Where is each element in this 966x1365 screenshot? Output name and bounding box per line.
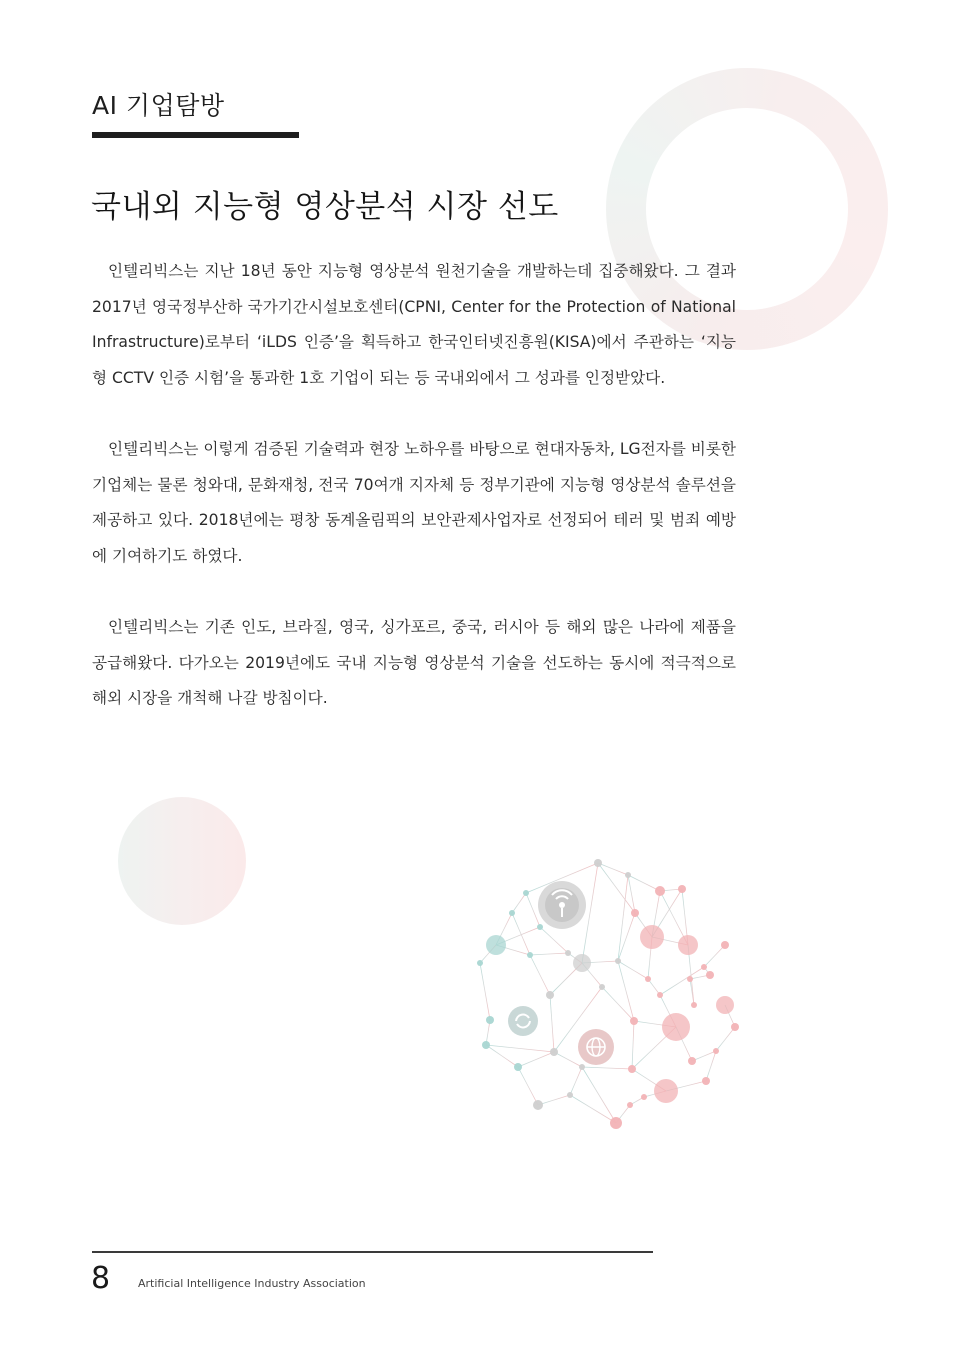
network-node: [579, 1064, 585, 1070]
network-link: [512, 913, 530, 955]
network-node: [731, 1023, 739, 1031]
network-link: [632, 1021, 634, 1069]
network-node: [688, 1057, 696, 1065]
network-node: [662, 1013, 690, 1041]
footer-organization: Artificial Intelligence Industry Association: [138, 1277, 366, 1290]
network-node: [702, 1077, 710, 1085]
network-link: [660, 967, 704, 995]
network-node: [610, 1117, 622, 1129]
network-node: [630, 1017, 638, 1025]
network-node: [678, 935, 698, 955]
network-node: [599, 984, 605, 990]
network-link: [618, 875, 628, 961]
network-node: [486, 935, 506, 955]
network-node: [573, 954, 591, 972]
refresh-icon: [508, 1006, 538, 1036]
network-link: [530, 955, 550, 995]
network-node: [721, 941, 729, 949]
network-node: [701, 964, 707, 970]
network-node: [654, 1079, 678, 1103]
network-link: [582, 1067, 632, 1069]
network-link: [628, 875, 635, 913]
network-link: [628, 875, 660, 891]
network-link: [570, 1095, 616, 1123]
network-node: [657, 992, 663, 998]
network-node: [550, 1048, 558, 1056]
network-node: [678, 885, 686, 893]
network-node: [567, 1092, 573, 1098]
network-link: [518, 1052, 554, 1067]
network-node: [687, 976, 693, 982]
network-link: [704, 945, 725, 967]
network-node: [716, 996, 734, 1014]
network-link: [538, 1095, 570, 1105]
network-node: [628, 1065, 636, 1073]
network-node: [546, 991, 554, 999]
network-link: [706, 1051, 716, 1081]
network-node: [713, 1048, 719, 1054]
network-node: [615, 958, 621, 964]
network-link: [554, 1052, 582, 1067]
network-node: [527, 952, 533, 958]
network-link: [480, 963, 490, 1020]
network-node: [533, 1100, 543, 1110]
network-link: [550, 995, 554, 1052]
network-link: [486, 1045, 554, 1052]
network-node: [706, 971, 714, 979]
page-number: 8: [91, 1261, 111, 1296]
network-node: [477, 960, 483, 966]
network-node: [537, 924, 543, 930]
section-underline: [92, 132, 299, 138]
network-link: [530, 953, 568, 955]
paragraph: 인텔리빅스는 이렇게 검증된 기술력과 현장 노하우를 바탕으로 현대자동차, LG전자를 비롯한 기업체는 물론 청와대, 문화재청, 전국 70여개 지자체 등 정부기관에 지능형 영상분석 솔루션을 제공하고 있다. 2018년에는 평창 동계올림픽의 보안관제사업자로 선정되어 테러 및 범죄 예방에 기여하기도 하였다.: [92, 439, 736, 565]
network-node: [625, 872, 631, 878]
network-link: [648, 979, 660, 995]
network-node: [645, 976, 651, 982]
network-node: [691, 1002, 697, 1008]
network-link: [486, 1045, 518, 1067]
section-label: AI 기업탐방: [92, 91, 225, 120]
paragraph: 인텔리빅스는 기존 인도, 브라질, 영국, 싱가포르, 중국, 러시아 등 해외 많은 나라에 제품을 공급해왔다. 다가오는 2019년에도 국내 지능형 영상분석 기술을 선도하는 동시에 적극적으로 해외 시장을 개척해 나갈 방침이다.: [92, 617, 736, 708]
network-globe-illustration: [470, 855, 745, 1135]
network-link: [570, 1067, 582, 1095]
network-node: [482, 1041, 490, 1049]
network-node: [486, 1016, 494, 1024]
article-body: [92, 254, 736, 752]
network-link: [512, 893, 526, 913]
network-node: [641, 1094, 647, 1100]
network-link: [518, 1067, 538, 1105]
network-link: [540, 927, 568, 953]
page-title: 국내외 지능형 영상분석 시장 선도: [91, 189, 559, 225]
network-node: [514, 1063, 522, 1071]
network-node: [640, 925, 664, 949]
network-node: [631, 909, 639, 917]
network-node: [509, 910, 515, 916]
decorative-disc: [118, 797, 246, 925]
network-link: [582, 1067, 616, 1123]
network-node: [594, 859, 602, 867]
network-link: [618, 961, 648, 979]
globe-icon: [578, 1029, 614, 1065]
network-link: [716, 1027, 735, 1051]
signal-icon: [538, 881, 586, 929]
network-node: [655, 886, 665, 896]
footer-divider: [92, 1251, 653, 1253]
network-link: [526, 893, 540, 927]
network-node: [523, 890, 529, 896]
paragraph: 인텔리빅스는 지난 18년 동안 지능형 영상분석 원천기술을 개발하는데 집중해왔다. 그 결과 2017년 영국정부산하 국가기간시설보호센터(CPNI, Center for the Protection of National Infrastructure)로부터 ‘iLDS 인증’을 획득하고 한국인터넷진흥원(KISA)에서 주관하는 ‘지능형 CCTV 인증 시험’을 통과한 1호 기업이 되는 등 국내외에서 그 성과를 인정받았다.: [92, 262, 737, 387]
network-node: [565, 950, 571, 956]
network-node: [627, 1102, 633, 1108]
